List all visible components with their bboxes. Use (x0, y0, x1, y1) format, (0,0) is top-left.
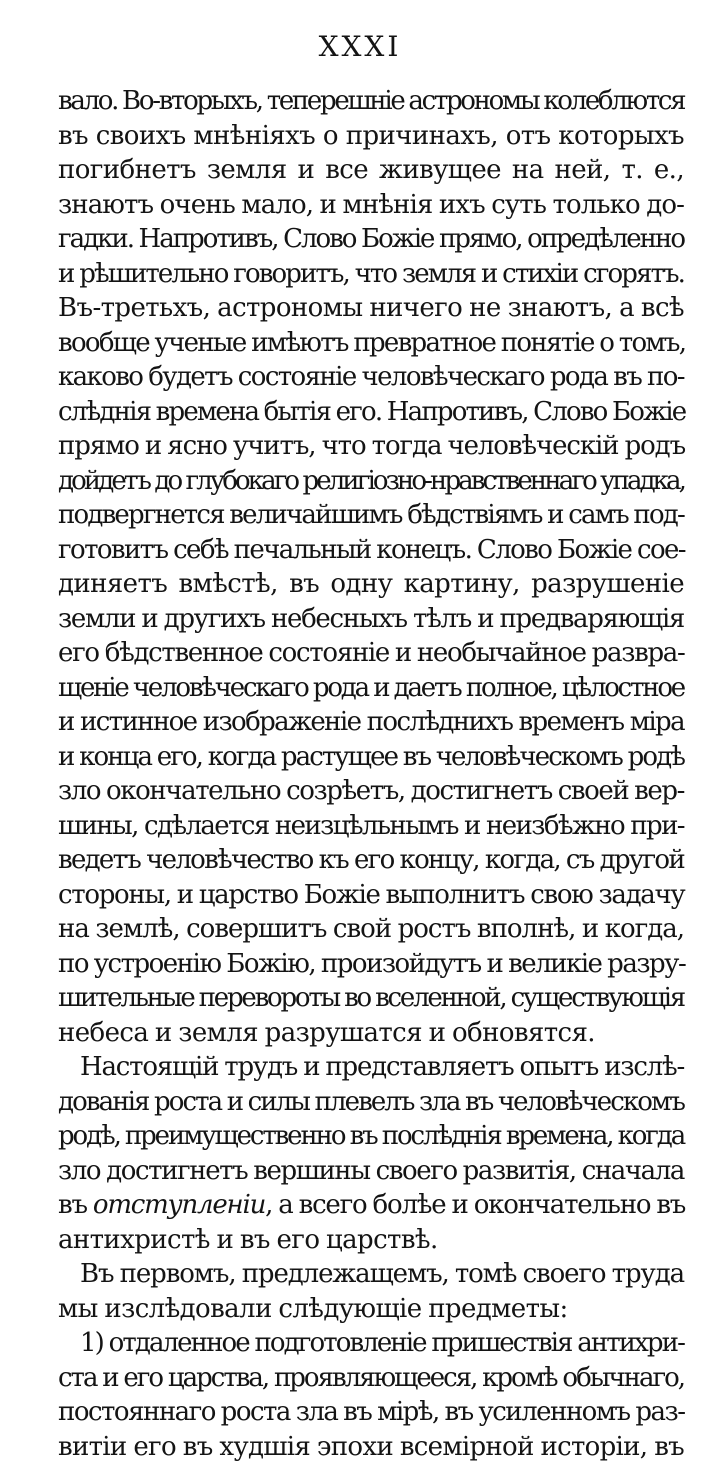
text-line: небеса и земля разрушатся и обновятся. (58, 1016, 684, 1051)
text-line: ста и его царства, проявляющееся, кромѣ обычнаго, (58, 1361, 684, 1396)
text-line: по устроенію Божію, произойдутъ и великіе разру- (58, 947, 684, 982)
text-line: подвергнется величайшимъ бѣдствіямъ и самъ под- (58, 498, 684, 533)
text-line: дованія роста и силы плевелъ зла въ человѣческомъ (58, 1085, 684, 1120)
text-line: погибнетъ земля и все живущее на ней, т. е., (58, 153, 684, 188)
text-line: зло окончательно созрѣетъ, достигнетъ своей вер- (58, 774, 684, 809)
text-line: щеніе человѣческаго рода и даетъ полное, цѣлостное (58, 671, 684, 706)
text-line: и конца его, когда растущее въ человѣческомъ родѣ (58, 740, 684, 775)
italic-emphasis: отступленіи (93, 1190, 265, 1220)
text-line: стороны, и царство Божіе выполнитъ свою задачу (58, 878, 684, 913)
text-line: шины, сдѣлается неизцѣльнымъ и неизбѣжно при- (58, 809, 684, 844)
text-line: и рѣшительно говоритъ, что земля и стихіи сгорятъ. (58, 257, 684, 292)
text-line: земли и другихъ небесныхъ тѣлъ и предваряющія (58, 602, 684, 637)
text-line: гадки. Напротивъ, Слово Божіе прямо, опредѣленно (58, 222, 684, 257)
body-text (58, 84, 684, 1464)
text-line: каково будетъ состояніе человѣческаго рода въ по- (58, 360, 684, 395)
text-line: вообще ученые имѣютъ превратное понятіе о томъ, (58, 326, 684, 361)
text-line: дойдетъ до глубокаго религіозно-нравственнаго упадка, (58, 464, 684, 499)
text-line: на землѣ, совершитъ свой ростъ вполнѣ, и когда, (58, 912, 684, 947)
text-line: постояннаго роста зла въ мірѣ, въ усиленномъ раз- (58, 1395, 684, 1430)
text-line: диняетъ вмѣстѣ, въ одну картину, разрушеніе (58, 567, 684, 602)
text-line: антихристѣ и въ его царствѣ. (58, 1223, 684, 1258)
text-line: зло достигнетъ вершины своего развитія, сначала (58, 1154, 684, 1189)
text-line: Настоящій трудъ и представляетъ опытъ изслѣ- (58, 1050, 684, 1085)
text-line: мы изслѣдовали слѣдующіе предметы: (58, 1292, 684, 1327)
text-line: Въ первомъ, предлежащемъ, томѣ своего труда (58, 1257, 684, 1292)
text-line: въ своихъ мнѣніяхъ о причинахъ, отъ которыхъ (58, 119, 684, 154)
text-line: витіи его въ худшія эпохи всемірной исторіи, въ (58, 1430, 684, 1464)
text-line: слѣднія времена бытія его. Напротивъ, Слово Божіе (58, 395, 684, 430)
text-line: готовитъ себѣ печальный конецъ. Слово Божіе сое- (58, 533, 684, 568)
text-line (58, 1188, 684, 1223)
page-header-roman-numeral: XXXI (0, 30, 720, 63)
text-line: знаютъ очень мало, и мнѣнія ихъ суть только до- (58, 188, 684, 223)
text-line: ведетъ человѣчество къ его концу, когда, съ другой (58, 843, 684, 878)
text-line: вало. Во-вторыхъ, теперешніе астрономы колеблются (58, 84, 684, 119)
text-line: шительные перевороты во вселенной, существующія (58, 981, 684, 1016)
text-segment: въ (58, 1190, 93, 1220)
text-line: и истинное изображеніе послѣднихъ временъ міра (58, 705, 684, 740)
text-segment: , а всего болѣе и окончательно въ (265, 1190, 685, 1220)
text-line: Въ-третьхъ, астрономы ничего не знаютъ, а всѣ (58, 291, 684, 326)
text-line: 1) отдаленное подготовленіе пришествія антихри- (58, 1326, 684, 1361)
text-line: прямо и ясно учитъ, что тогда человѣческій родъ (58, 429, 684, 464)
text-line: родѣ, преимущественно въ послѣднія времена, когда (58, 1119, 684, 1154)
text-line: его бѣдственное состояніе и необычайное развра- (58, 636, 684, 671)
